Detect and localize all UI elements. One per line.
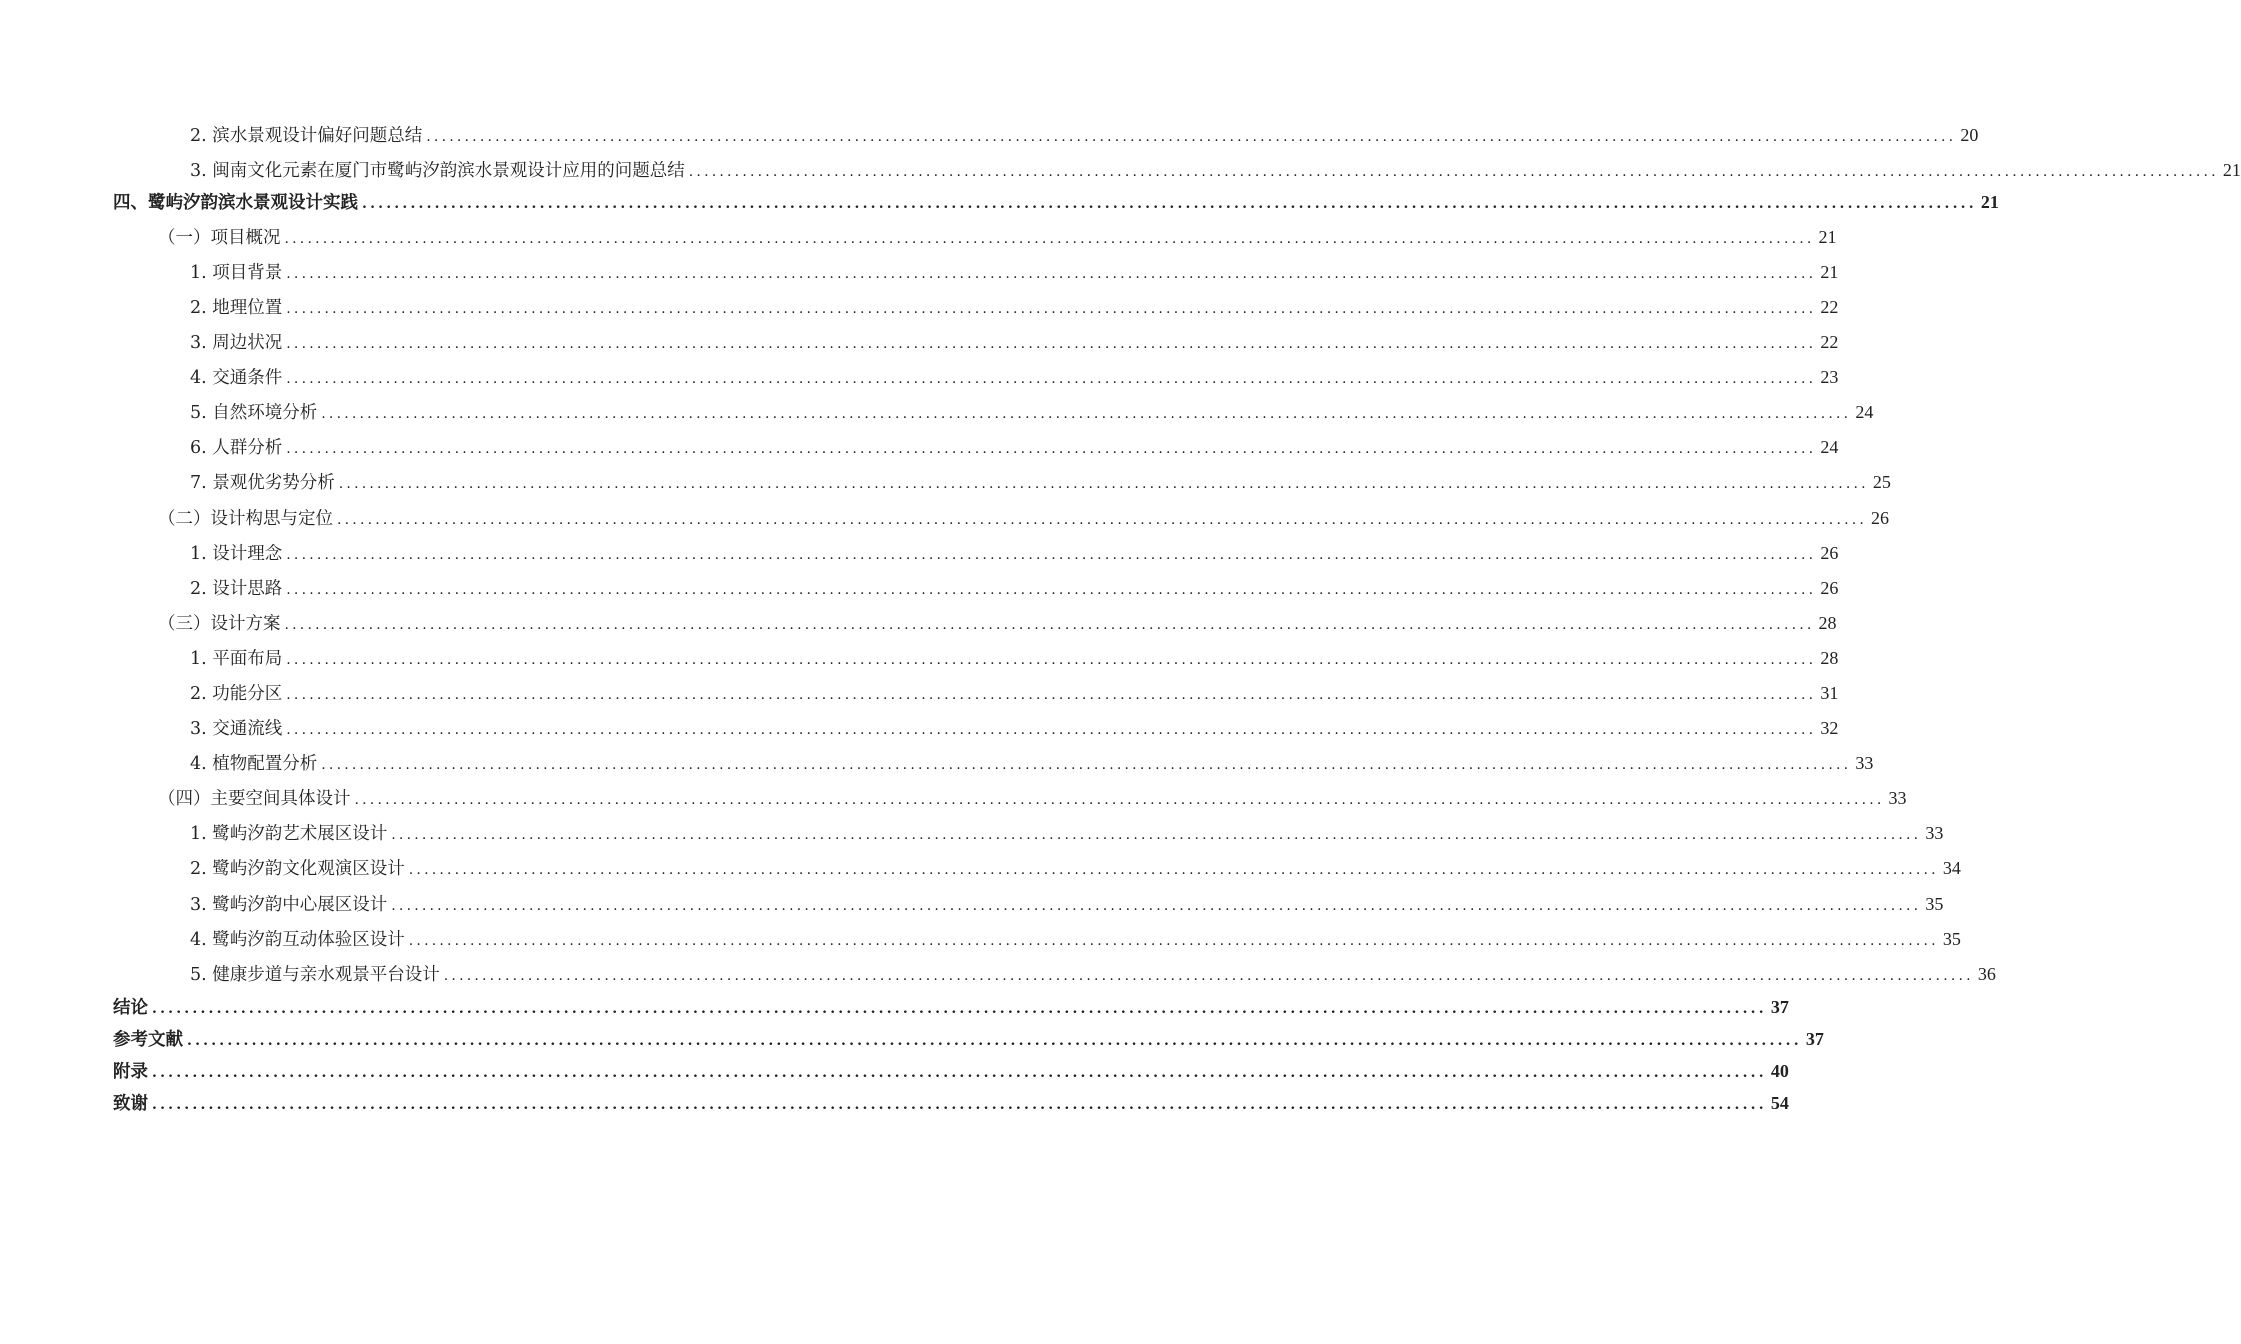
toc-entry-title: （二）设计构思与定位 [158, 509, 333, 529]
toc-entry-page: 26 [1820, 578, 1839, 598]
toc-entry-title: 1. 项目背景 [190, 263, 283, 283]
toc-entry[interactable] [0, 260, 1839, 284]
toc-entry[interactable] [0, 470, 1891, 494]
toc-dot-leader: ........................................................................................................................................................................................................ [152, 1065, 1767, 1081]
toc-entry-title: 6. 人群分析 [190, 438, 283, 458]
toc-dot-leader: ........................................................................................................................................................................................................ [391, 827, 1922, 843]
toc-dot-leader: ........................................................................................................................................................................................................ [443, 968, 1974, 984]
toc-entry[interactable] [0, 892, 1944, 916]
toc-entry-page: 21 [2222, 160, 2241, 180]
toc-entry-title: 5. 健康步道与亲水观景平台设计 [190, 965, 440, 985]
toc-entry-page: 25 [1872, 472, 1891, 492]
toc-entry-title: 3. 交通流线 [190, 719, 283, 739]
toc-entry-title: 2. 功能分区 [190, 684, 283, 704]
toc-entry-title: （四）主要空间具体设计 [158, 789, 351, 809]
toc-dot-leader: ........................................................................................................................................................................................................ [152, 1001, 1767, 1017]
toc-entry-title: 2. 滨水景观设计偏好问题总结 [190, 126, 423, 146]
toc-entry-page: 32 [1820, 718, 1839, 738]
toc-dot-leader: ........................................................................................................................................................................................................ [284, 231, 1815, 247]
toc-dot-leader: ........................................................................................................................................................................................................ [338, 476, 1869, 492]
toc-entry-title: 四、鹭屿汐韵滨水景观设计实践 [113, 193, 358, 213]
toc-entry-title: 4. 植物配置分析 [190, 754, 318, 774]
toc-dot-leader: ........................................................................................................................................................................................................ [187, 1033, 1802, 1049]
toc-entry-title: 结论 [113, 998, 148, 1018]
toc-entry-title: 1. 平面布局 [190, 649, 283, 669]
toc-dot-leader: ........................................................................................................................................................................................................ [408, 862, 1939, 878]
toc-dot-leader: ........................................................................................................................................................................................................ [286, 301, 1817, 317]
toc-dot-leader: ........................................................................................................................................................................................................ [284, 617, 1815, 633]
toc-entry[interactable] [0, 158, 2241, 182]
toc-entry-page: 35 [1942, 929, 1961, 949]
toc-entry-page: 21 [1820, 262, 1839, 282]
toc-dot-leader: ........................................................................................................................................................................................................ [286, 371, 1817, 387]
toc-entry-page: 22 [1820, 297, 1839, 317]
toc-entry-title: 3. 闽南文化元素在厦门市鹭屿汐韵滨水景观设计应用的问题总结 [190, 161, 685, 181]
toc-dot-leader: ........................................................................................................................................................................................................ [426, 129, 1957, 145]
toc-entry-title: 4. 鹭屿汐韵互动体验区设计 [190, 930, 405, 950]
toc-entry[interactable] [0, 541, 1839, 565]
toc-entry-title: 2. 设计思路 [190, 579, 283, 599]
toc-entry-title: 参考文献 [113, 1030, 183, 1050]
toc-entry[interactable] [0, 681, 1839, 705]
toc-entry-page: 24 [1820, 437, 1839, 457]
toc-entry[interactable] [0, 435, 1839, 459]
toc-entry[interactable] [0, 786, 1907, 810]
toc-entry[interactable] [0, 927, 1961, 951]
toc-entry[interactable] [0, 716, 1839, 740]
toc-entry-page: 26 [1871, 508, 1890, 528]
toc-entry-page: 24 [1855, 402, 1874, 422]
toc-dot-leader: ........................................................................................................................................................................................................ [391, 898, 1922, 914]
toc-entry[interactable] [0, 646, 1839, 670]
toc-entry[interactable] [0, 856, 1961, 880]
toc-entry-title: （三）设计方案 [158, 614, 281, 634]
toc-entry-page: 36 [1977, 964, 1996, 984]
toc-entry-title: 2. 鹭屿汐韵文化观演区设计 [190, 859, 405, 879]
toc-dot-leader: ........................................................................................................................................................................................................ [688, 164, 2219, 180]
toc-entry-title: 致谢 [113, 1094, 148, 1114]
toc-entry[interactable] [0, 190, 1999, 214]
toc-entry[interactable] [0, 576, 1839, 600]
toc-entry[interactable] [0, 1059, 1789, 1083]
toc-entry-page: 40 [1770, 1061, 1789, 1081]
toc-dot-leader: ........................................................................................................................................................................................................ [286, 582, 1817, 598]
toc-entry-title: 2. 地理位置 [190, 298, 283, 318]
toc-entry-page: 35 [1925, 894, 1944, 914]
toc-dot-leader: ........................................................................................................................................................................................................ [286, 547, 1817, 563]
toc-entry-page: 37 [1805, 1029, 1824, 1049]
toc-entry[interactable] [0, 1027, 1824, 1051]
toc-entry-page: 28 [1818, 613, 1837, 633]
toc-entry[interactable] [0, 123, 1979, 147]
toc-dot-leader: ........................................................................................................................................................................................................ [362, 196, 1977, 212]
toc-entry-title: 4. 交通条件 [190, 368, 283, 388]
toc-entry-page: 33 [1888, 788, 1907, 808]
toc-dot-leader: ........................................................................................................................................................................................................ [354, 792, 1885, 808]
toc-entry[interactable] [0, 751, 1874, 775]
toc-entry-title: 3. 周边状况 [190, 333, 283, 353]
toc-dot-leader: ........................................................................................................................................................................................................ [286, 687, 1817, 703]
toc-entry[interactable] [0, 365, 1839, 389]
toc-entry[interactable] [0, 821, 1944, 845]
toc-entry-title: 附录 [113, 1062, 148, 1082]
toc-entry-page: 21 [1818, 227, 1837, 247]
toc-dot-leader: ........................................................................................................................................................................................................ [152, 1097, 1767, 1113]
toc-dot-leader: ........................................................................................................................................................................................................ [286, 441, 1817, 457]
toc-entry-page: 21 [1980, 192, 1999, 212]
toc-entry-title: 3. 鹭屿汐韵中心展区设计 [190, 895, 388, 915]
toc-entry[interactable] [0, 962, 1996, 986]
toc-entry-page: 23 [1820, 367, 1839, 387]
toc-entry-page: 54 [1770, 1093, 1789, 1113]
toc-dot-leader: ........................................................................................................................................................................................................ [321, 406, 1852, 422]
toc-entry-page: 31 [1820, 683, 1839, 703]
toc-dot-leader: ........................................................................................................................................................................................................ [286, 266, 1817, 282]
toc-entry-title: 5. 自然环境分析 [190, 403, 318, 423]
toc-dot-leader: ........................................................................................................................................................................................................ [286, 652, 1817, 668]
toc-entry[interactable] [0, 400, 1874, 424]
toc-entry-page: 22 [1820, 332, 1839, 352]
toc-entry-page: 33 [1855, 753, 1874, 773]
toc-entry-title: （一）项目概况 [158, 228, 281, 248]
toc-entry[interactable] [0, 611, 1837, 635]
toc-dot-leader: ........................................................................................................................................................................................................ [286, 722, 1817, 738]
toc-entry-page: 20 [1960, 125, 1979, 145]
toc-entry-page: 37 [1770, 997, 1789, 1017]
toc-entry-page: 28 [1820, 648, 1839, 668]
toc-entry[interactable] [0, 1091, 1789, 1115]
toc-entry-page: 26 [1820, 543, 1839, 563]
toc-dot-leader: ........................................................................................................................................................................................................ [286, 336, 1817, 352]
toc-dot-leader: ........................................................................................................................................................................................................ [337, 512, 1868, 528]
toc-entry-page: 33 [1925, 823, 1944, 843]
toc-entry[interactable] [0, 225, 1837, 249]
toc-entry-page: 34 [1942, 858, 1961, 878]
toc-entry-title: 7. 景观优劣势分析 [190, 473, 335, 493]
toc-entry[interactable] [0, 330, 1839, 354]
toc-dot-leader: ........................................................................................................................................................................................................ [408, 933, 1939, 949]
toc-entry[interactable] [0, 295, 1839, 319]
toc-entry[interactable] [0, 506, 1890, 530]
toc-dot-leader: ........................................................................................................................................................................................................ [321, 757, 1852, 773]
toc-entry[interactable] [0, 995, 1789, 1019]
toc-entry-title: 1. 设计理念 [190, 544, 283, 564]
toc-entry-title: 1. 鹭屿汐韵艺术展区设计 [190, 824, 388, 844]
